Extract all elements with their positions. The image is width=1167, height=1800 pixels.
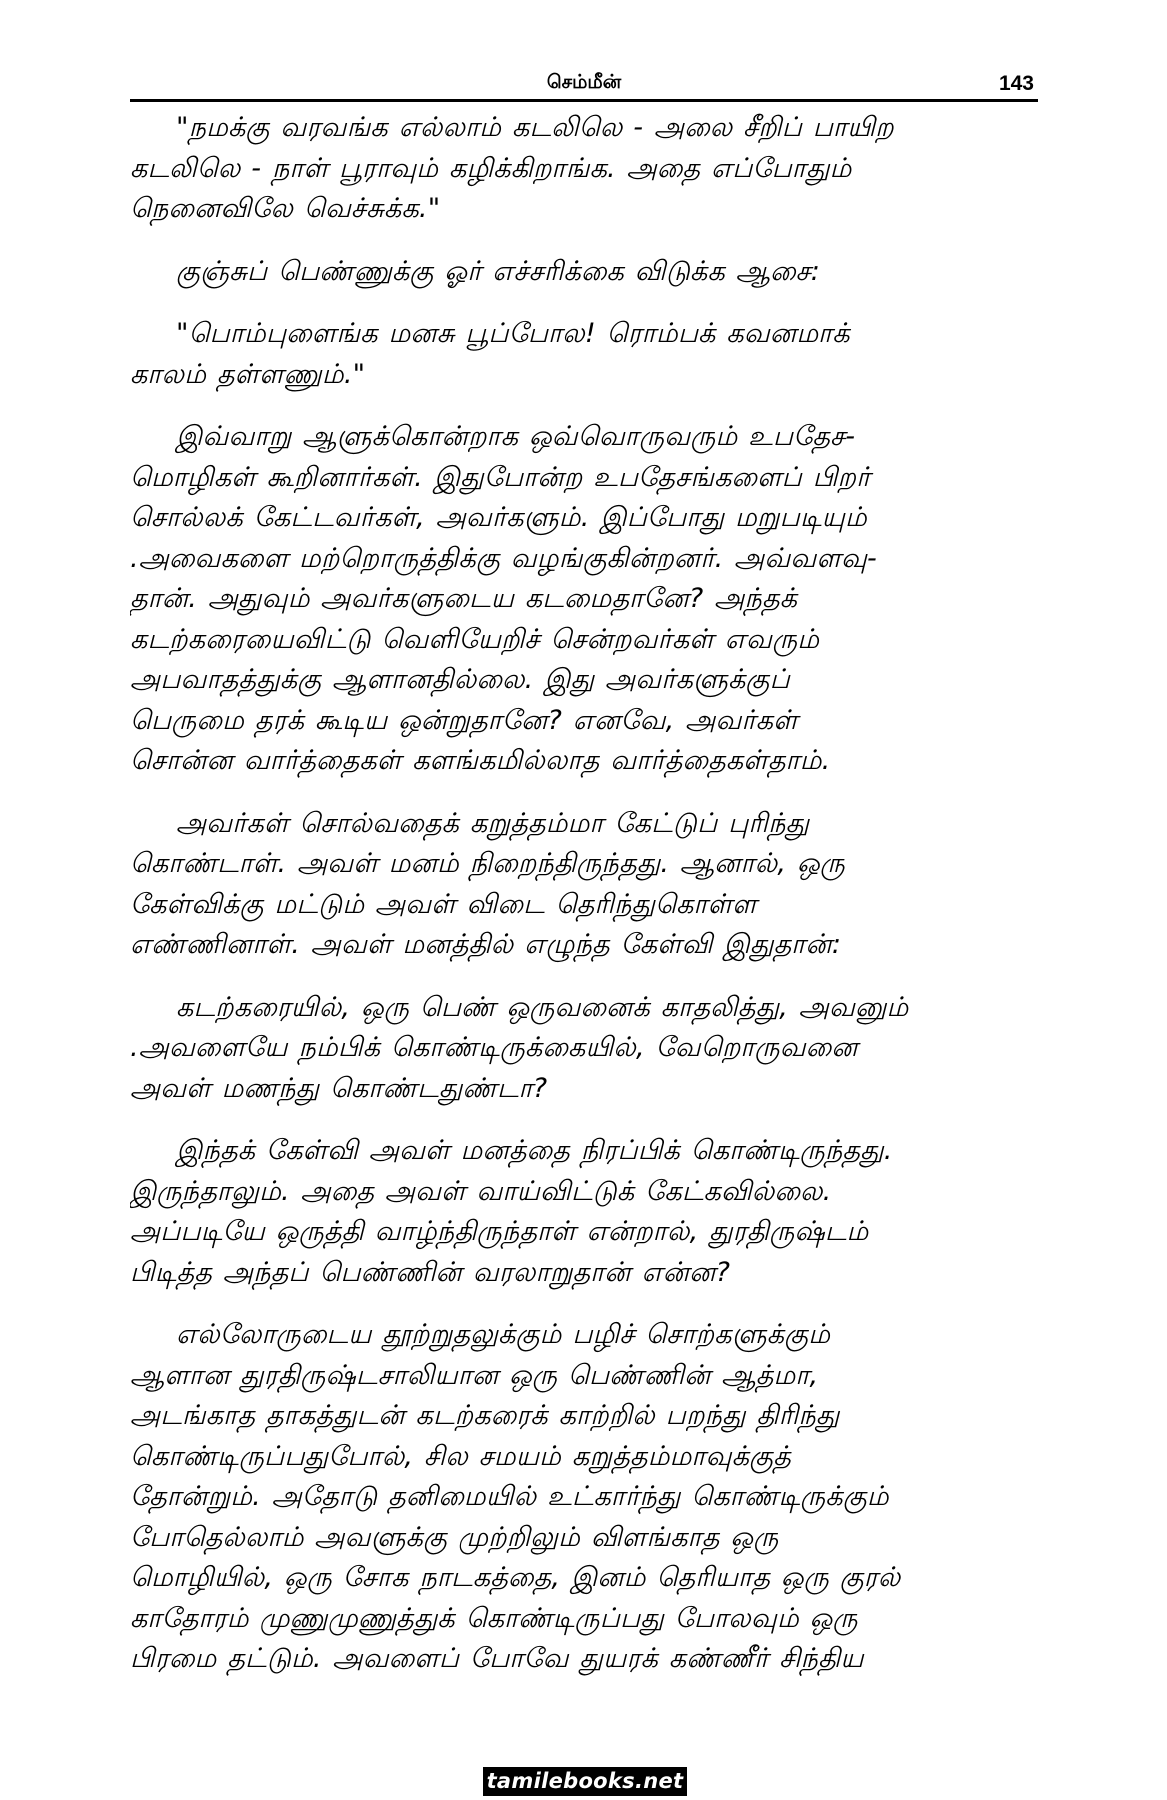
text-line: பிடித்த அந்தப் பெண்ணின் வரலாறுதான் என்ன? (130, 1256, 731, 1288)
text-line: இவ்வாறு ஆளுக்கொன்றாக ஒவ்வொருவரும் உபதேச- (176, 421, 856, 452)
text-line: சொல்லக் கேட்டவர்கள், அவர்களும். இப்போது மறுபடியும் (130, 502, 867, 533)
paragraph-4 (130, 417, 1038, 782)
text-line: "நமக்கு வரவங்க எல்லாம் கடலிலெ - அலை சீறிப் பாயிற (176, 112, 894, 143)
text-line: அப்படியே ஒருத்தி வாழ்ந்திருந்தாள் என்றால், துரதிருஷ்டம் (130, 1216, 869, 1247)
paragraph-8 (130, 1315, 1038, 1680)
book-page (130, 0, 1038, 1800)
text-line: கொண்டிருப்பதுபோல், சில சமயம் கறுத்தம்மாவுக்குத் (130, 1440, 791, 1472)
paragraph-6 (130, 988, 1038, 1110)
watermark-link[interactable]: tamilebooks.net (483, 1767, 687, 1796)
body-text (130, 108, 1038, 1680)
text-line: அவள் மணந்து கொண்டதுண்டா? (130, 1072, 548, 1104)
text-line: பிரமை தட்டும். அவளைப் போவே துயரக் கண்ணீர் சிந்திய (130, 1643, 864, 1674)
text-line: பெருமை தரக் கூடிய ஒன்றுதானே? எனவே, அவர்கள் (130, 704, 798, 736)
text-line: காதோரம் முணுமுணுத்துக் கொண்டிருப்பது போலவும் ஒரு (130, 1602, 858, 1634)
text-line: அடங்காத தாகத்துடன் கடற்கரைக் காற்றில் பறந்து திரிந்து (130, 1400, 840, 1431)
text-line: கொண்டாள். அவள் மனம் நிறைந்திருந்தது. ஆனால், ஒரு (130, 848, 845, 879)
paragraph-5 (130, 804, 1038, 966)
text-line: கடற்கரையைவிட்டு வெளியேறிச் சென்றவர்கள் எவரும் (130, 623, 820, 655)
paragraph-1 (130, 108, 1038, 230)
text-line: ஆளான துரதிருஷ்டசாலியான ஒரு பெண்ணின் ஆத்மா, (130, 1359, 819, 1391)
running-header (130, 66, 1038, 98)
text-line: .அவளையே நம்பிக் கொண்டிருக்கையில், வேறொருவனை (130, 1032, 858, 1063)
text-line: போதெல்லாம் அவளுக்கு முற்றிலும் விளங்காத ஒரு (130, 1521, 779, 1553)
header-rule (130, 99, 1038, 102)
text-line: .அவைகளை மற்றொருத்திக்கு வழங்குகின்றனர். அவ்வளவு- (130, 542, 877, 574)
text-line: குஞ்சுப் பெண்ணுக்கு ஓர் எச்சரிக்கை விடுக்க ஆசை: (176, 255, 821, 287)
text-line: காலம் தள்ளணும்." (130, 358, 366, 390)
text-line: தான். அதுவும் அவர்களுடைய கடமைதானே? அந்தக் (130, 583, 798, 614)
text-line: அபவாதத்துக்கு ஆளானதில்லை. இது அவர்களுக்குப் (130, 664, 790, 695)
text-line: நெனைவிலே வெச்சுக்க." (130, 193, 441, 224)
page-number: 143 (998, 72, 1034, 95)
text-line: "பொம்புளைங்க மனசு பூப்போல! ரொம்பக் கவனமாக் (176, 318, 850, 349)
text-line: அவர்கள் சொல்வதைக் கறுத்தம்மா கேட்டுப் புரிந்து (176, 807, 810, 839)
running-title: செம்மீன் (546, 71, 622, 93)
text-line: மொழியில், ஒரு சோக நாடகத்தை, இனம் தெரியாத ஒரு குரல் (130, 1562, 901, 1593)
text-line: கேள்விக்கு மட்டும் அவள் விடை தெரிந்துகொள்ள (130, 888, 757, 920)
paragraph-3 (130, 314, 1038, 395)
text-line: கடலிலெ - நாள் பூராவும் கழிக்கிறாங்க. அதை எப்போதும் (130, 152, 852, 184)
text-line: இருந்தாலும். அதை அவள் வாய்விட்டுக் கேட்கவில்லை. (130, 1175, 832, 1207)
text-line: எண்ணினாள். அவள் மனத்தில் எழுந்த கேள்வி இதுதான்: (130, 929, 842, 960)
text-line: சொன்ன வார்த்தைகள் களங்கமில்லாத வார்த்தைகள்தாம். (130, 745, 831, 776)
paragraph-7 (130, 1131, 1038, 1293)
text-line: இந்தக் கேள்வி அவள் மனத்தை நிரப்பிக் கொண்டிருந்தது. (176, 1135, 893, 1166)
text-line: தோன்றும். அதோடு தனிமையில் உட்கார்ந்து கொண்டிருக்கும் (130, 1481, 889, 1512)
text-line: எல்லோருடைய தூற்றுதலுக்கும் பழிச் சொற்களுக்கும் (176, 1319, 831, 1350)
paragraph-2 (130, 252, 1038, 293)
text-line: மொழிகள் கூறினார்கள். இதுபோன்ற உபதேசங்களைப் பிறர் (130, 461, 871, 493)
text-line: கடற்கரையில், ஒரு பெண் ஒருவனைக் காதலித்து, அவனும் (176, 991, 909, 1023)
